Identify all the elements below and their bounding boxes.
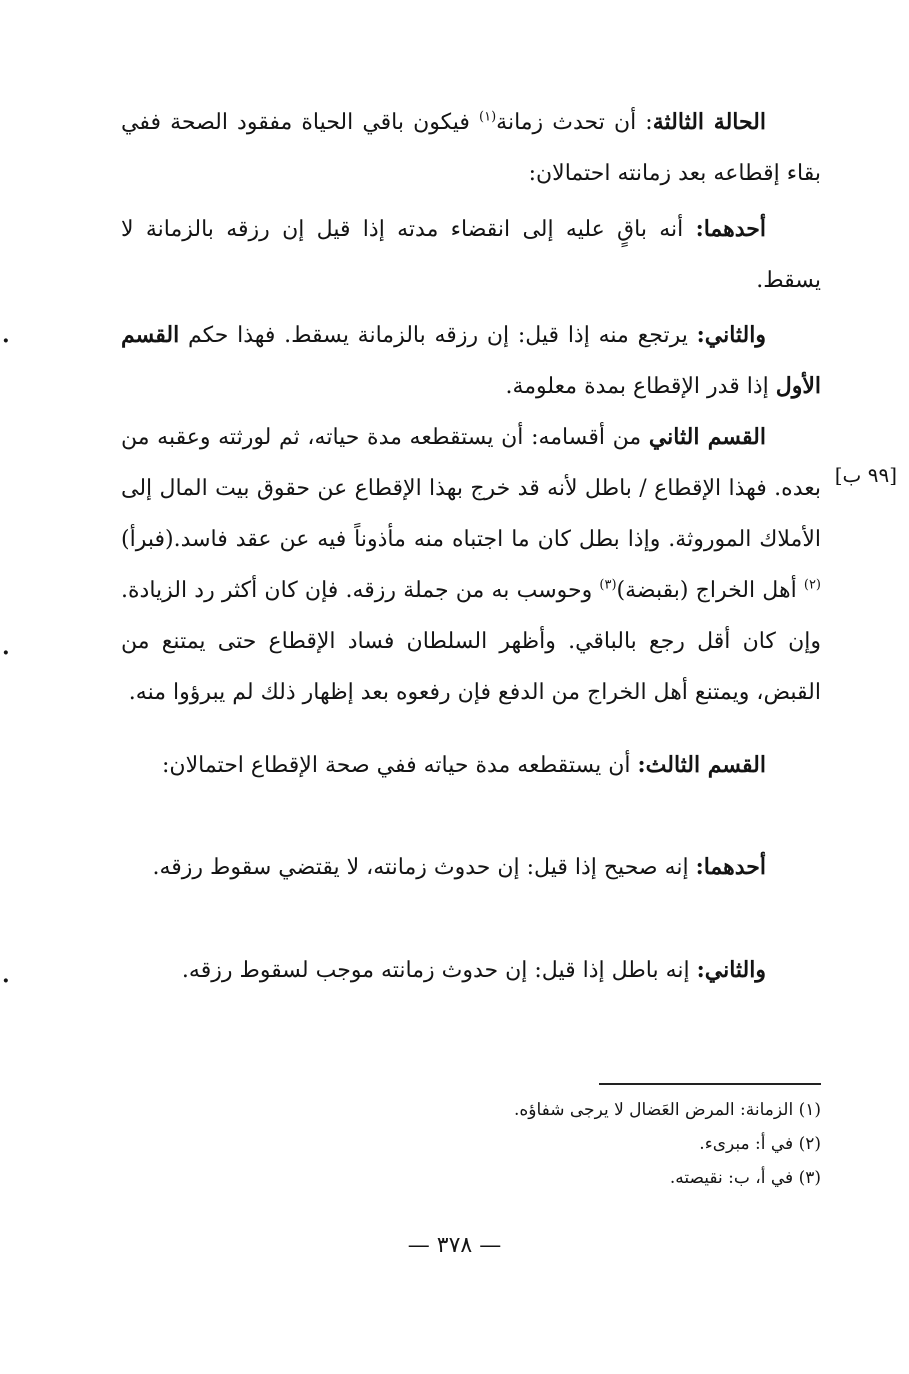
paragraph-2-text: أنه باقٍ عليه إلى انقضاء مدته إذا قيل إن رزقه بالزمانة لا يسقط.: [121, 217, 821, 293]
footnote-3: (٣) في أ، ب: نقيصته.: [669, 1168, 821, 1188]
scan-mark: ·: [2, 968, 10, 994]
term-first-section: القسم الأول: [121, 322, 821, 399]
scan-mark: ·: [2, 328, 10, 354]
paragraph-5: [121, 740, 821, 791]
paragraph-4-text-a: من أقسامه: أن يستقطعه مدة حياته، ثم لورثته وعقبه من بعده. فهذا الإقطاع / باطل لأنه قد خرج بهذا الإقطاع عن حقوق بيت المال إلى الأملاك الموروثة. وإذا بطل كان ما اجتباه منه مأذوناً فيه عن عقد فاسد.(فبرأ): [121, 425, 821, 552]
paragraph-1: [121, 97, 821, 199]
paragraph-3: [121, 310, 821, 412]
paragraph-7: [121, 945, 821, 996]
term-second-possibility: والثاني:: [696, 957, 766, 983]
term-third-state: الحالة الثالثة: [652, 109, 767, 135]
paragraph-first-possibility: [121, 842, 821, 893]
footnote-ref-2: (٢): [803, 577, 821, 593]
term-second-option: والثاني:: [696, 322, 766, 348]
paragraph-third-state: [121, 97, 821, 199]
paragraph-4-text-d: وحوسب به من جملة رزقه. فإن كان أكثر رد الزيادة. وإن كان أقل رجع بالباقي. وأظهر السلطان فساد الإقطاع حتى يمتنع من القبض، ويمتنع أهل الخراج من الدفع فإن رفعوه بعد إظهار ذلك لم يبرؤوا منه.: [121, 578, 821, 705]
term-first-possibility: أحدهما:: [695, 854, 766, 880]
paragraph-6: [121, 842, 821, 893]
paragraph-4-text-c: أهل الخراج (بقبضة): [616, 578, 804, 603]
paragraph-second-option: [121, 310, 821, 412]
paragraph-1-text-a: : أن تحدث زمانة: [496, 110, 653, 135]
term-second-section: القسم الثاني: [648, 424, 766, 450]
paragraph-5-text: أن يستقطعه مدة حياته ففي صحة الإقطاع احتمالان:: [162, 753, 638, 778]
footnote-2: (٢) في أ: مبرىء.: [699, 1134, 821, 1154]
paragraph-6-text: إنه صحيح إذا قيل: إن حدوث زمانته، لا يقتضي سقوط رزقه.: [152, 855, 696, 880]
paragraph-2: [121, 204, 821, 306]
paragraph-3-text-b: إذا قدر الإقطاع بمدة معلومة.: [505, 374, 776, 399]
paragraph-third-section: [121, 740, 821, 791]
paragraph-4: [121, 412, 821, 718]
term-first-option: أحدهما:: [695, 216, 766, 242]
footnote-ref-1: (١): [479, 109, 497, 125]
paragraph-1-text-b: فيكون باقي الحياة مفقود الصحة ففي بقاء إقطاعه بعد زمانته احتمالان:: [121, 110, 821, 186]
paragraph-3-text-a: يرتجع منه إذا قيل: إن رزقه بالزمانة يسقط. فهذا حكم: [179, 323, 697, 348]
manuscript-folio-marker: [٩٩ ب]: [834, 463, 897, 487]
scan-mark: ·: [2, 640, 10, 666]
paragraph-second-section: [121, 412, 821, 718]
paragraph-7-text: إنه باطل إذا قيل: إن حدوث زمانته موجب لسقوط رزقه.: [181, 958, 697, 983]
footnote-1: (١) الزمانة: المرض العَضال لا يرجى شفاؤه.: [513, 1100, 821, 1120]
footnote-ref-3: (٣): [599, 577, 617, 593]
footnote-divider: [599, 1083, 821, 1085]
page-number: — ٣٧٨ —: [407, 1233, 502, 1258]
term-third-section: القسم الثالث:: [637, 752, 766, 778]
paragraph-first-option: [121, 204, 821, 306]
footnotes: [121, 1093, 821, 1195]
paragraph-second-possibility: [121, 945, 821, 996]
